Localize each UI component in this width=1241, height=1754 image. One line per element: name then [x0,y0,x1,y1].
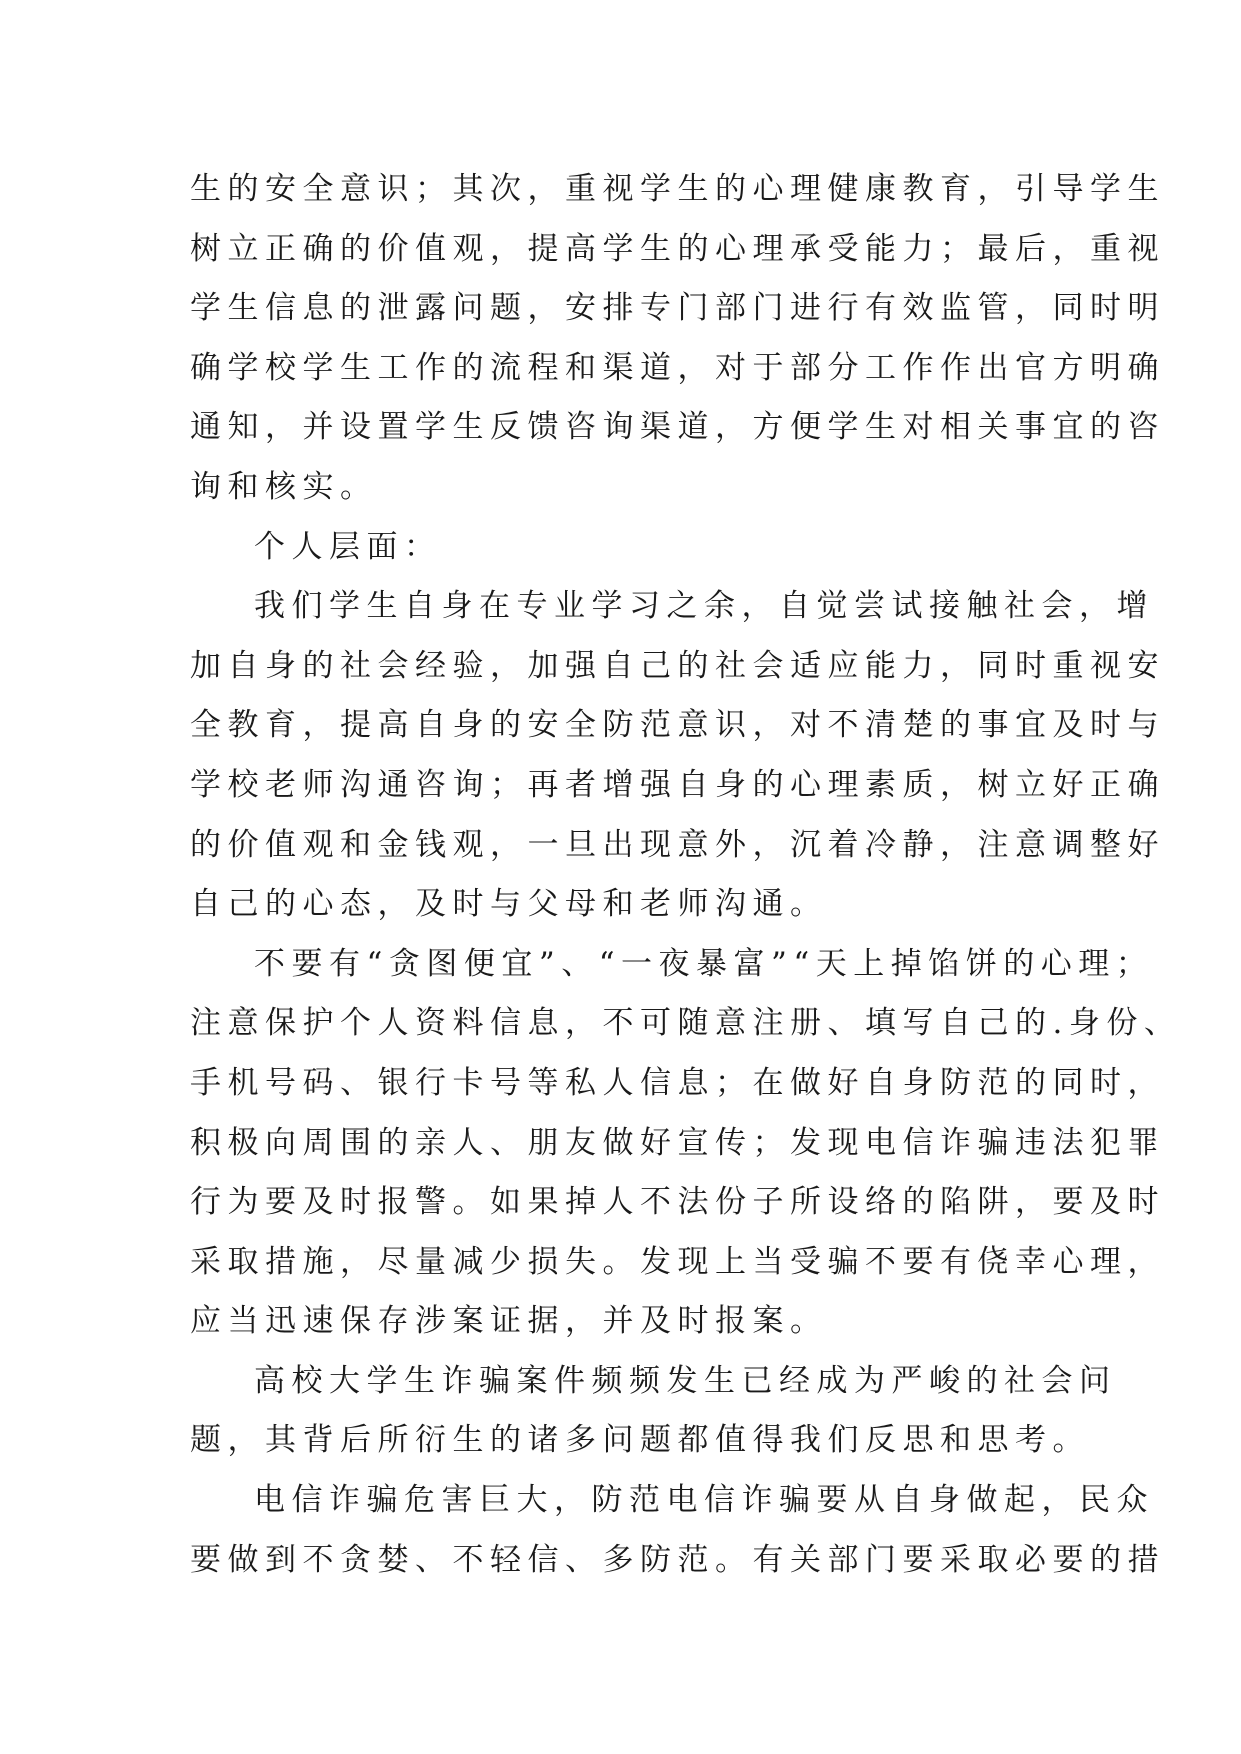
text-line: 采取措施，尽量减少损失。发现上当受骗不要有侥幸心理， [190,1243,1165,1280]
text-line: 不要有“贪图便宜”、“一夜暴富”“天上掉馅饼的心理； [254,945,1154,982]
text-line: 通知，并设置学生反馈咨询渠道，方便学生对相关事宜的咨 [190,409,1165,446]
text-line: 自己的心态，及时与父母和老师沟通。 [190,886,828,923]
text-line: 行为要及时报警。如果掉人不法份子所设络的陷阱，要及时 [190,1184,1165,1221]
text-line: 要做到不贪婪、不轻信、多防范。有关部门要采取必要的措 [190,1541,1165,1578]
text-line: 确学校学生工作的流程和渠道，对于部分工作作出官方明确 [190,349,1165,386]
text-line: 高校大学生诈骗案件频频发生已经成为严峻的社会问 [254,1362,1117,1399]
text-line: 积极向周围的亲人、朋友做好宣传；发现电信诈骗违法犯罪 [190,1124,1165,1161]
text-line: 学校老师沟通咨询；再者增强自身的心理素质，树立好正确 [190,766,1165,803]
text-line: 树立正确的价值观，提高学生的心理承受能力；最后，重视 [190,230,1165,267]
section-heading: 个人层面： [254,528,442,565]
text-line: 手机号码、银行卡号等私人信息；在做好自身防范的同时， [190,1064,1165,1101]
text-line: 题，其背后所衍生的诸多问题都值得我们反思和思考。 [190,1422,1090,1459]
text-line: 应当迅速保存涉案证据，并及时报案。 [190,1303,828,1340]
text-line: 电信诈骗危害巨大，防范电信诈骗要从自身做起，民众 [254,1482,1154,1519]
text-line: 加自身的社会经验，加强自己的社会适应能力，同时重视安 [190,647,1165,684]
text-line: 的价值观和金钱观，一旦出现意外，沉着冷静，注意调整好 [190,826,1165,863]
text-line: 全教育，提高自身的安全防范意识，对不清楚的事宜及时与 [190,707,1165,744]
text-line: 生的安全意识；其次，重视学生的心理健康教育，引导学生 [190,171,1165,207]
text-line: 我们学生自身在专业学习之余，自觉尝试接触社会，增 [254,588,1154,625]
text-line: 注意保护个人资料信息，不可随意注册、填写自己的.身份、 [190,1005,1182,1042]
body-text [190,160,1182,1590]
text-line: 学生信息的泄露问题，安排专门部门进行有效监管，同时明 [190,290,1165,327]
text-line: 询和核实。 [190,468,378,505]
